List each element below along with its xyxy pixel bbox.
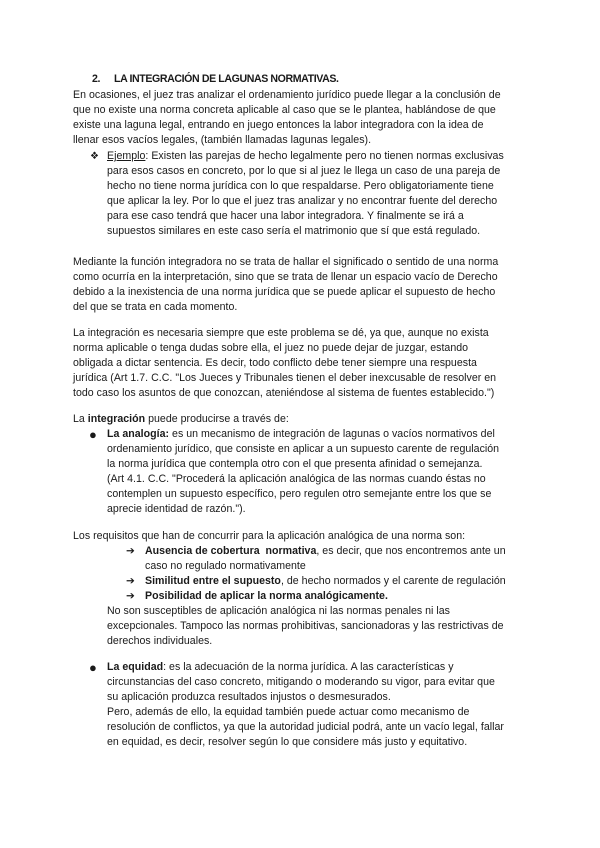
text-line: para ese caso tendrá que hacer una labor integradora. Y finalmente se irá a [107, 210, 464, 222]
text-line: su aplicación produzca resultados injustos o desmesurados. [107, 691, 391, 703]
text-line: Mediante la función integradora no se trata de hallar el significado o sentido de una norma [73, 256, 499, 268]
text-line: Pero, además de ello, la equidad también puede actuar como mecanismo de [107, 706, 470, 718]
integration-term: integración [87, 413, 146, 425]
text-span: , es decir, que nos encontremos ante un [316, 545, 506, 557]
section-number: 2. [92, 73, 101, 85]
text-line: contemplen un supuesto específico, pero regulen otro semejante entre los que se [107, 488, 492, 500]
arrow-icon: ➔ [126, 545, 135, 557]
text-line [145, 544, 506, 559]
text-line: para esos casos en concreto, por lo que si al juez le llega un caso de una pareja de [107, 165, 501, 177]
analogy-label: La analogía: [107, 428, 170, 440]
bullet-dot-icon: ● [89, 660, 97, 675]
arrow-icon: ➔ [126, 575, 135, 587]
text-line [107, 427, 495, 442]
text-line: en equidad, es decir, resolver según lo que considere más justo y equitativo. [107, 736, 468, 748]
text-line: del que se trata en cada momento. [73, 301, 238, 313]
text-line: llenar esos vacíos legales, (también llamadas lagunas legales). [73, 134, 372, 146]
text-line: caso no regulado normativamente [145, 560, 306, 572]
text-line: circunstancias del caso concreto, mitigando o moderando su vigor, para evitar que [107, 676, 495, 688]
text-line: que aplicar la ley. Por lo que el juez tras analizar y no encontrar fuente del derecho [107, 195, 498, 207]
integration-intro [73, 412, 289, 427]
text-span: puede producirse a través de: [145, 413, 289, 425]
bullet-dot-icon: ● [89, 427, 97, 442]
text-line: la norma jurídica que contempla otro con el que presenta afinidad o semejanza. [107, 458, 483, 470]
text-line: La integración es necesaria siempre que este problema se dé, ya que, aunque no exista [73, 327, 489, 339]
text-line [145, 574, 506, 589]
text-line: excepcionales. Tampoco las normas prohibitivas, sancionadoras y las restrictivas de [107, 620, 504, 632]
text-line: debido a la inexistencia de una norma jurídica que se puede aplicar el supuesto de hecho [73, 286, 496, 298]
text-span: La [73, 413, 88, 425]
text-line: que no existe una norma concreta aplicable al caso que se le plantea, hablándose de que [73, 104, 496, 116]
section-title: LA INTEGRACIÓN DE LAGUNAS NORMATIVAS. [114, 73, 339, 85]
text-line: (Art 4.1. C.C. "Procederá la aplicación analógica de las normas cuando éstas no [107, 473, 486, 485]
arrow-icon: ➔ [126, 590, 135, 602]
text-line: aprecie identidad de razón."). [107, 503, 246, 515]
text-line: derechos individuales. [107, 635, 213, 647]
text-line: hecho no tiene norma jurídica con lo que respaldarse. Pero obligatoriamente tiene [107, 180, 494, 192]
text-line: todo caso los asuntos de que conozcan, ateniéndose al sistema de fuentes establecido.") [73, 387, 495, 399]
diamond-bullet-icon: ❖ [90, 151, 99, 162]
text-line: En ocasiones, el juez tras analizar el ordenamiento jurídico puede llegar a la conclusión de [73, 89, 501, 101]
section-heading [92, 73, 339, 85]
text-line [107, 660, 454, 675]
text-line: No son susceptibles de aplicación analógica ni las normas penales ni las [107, 605, 450, 617]
equity-label: La equidad [107, 661, 164, 673]
text-span: : Existen las parejas de hecho legalmente pero no tienen normas exclusivas [145, 150, 504, 162]
example-label: Ejemplo [107, 150, 146, 162]
text-line: existe una laguna legal, entrando en juego entonces la labor integradora con la idea de [73, 119, 484, 131]
text-line: como ocurría en la interpretación, sino que se trata de llenar un espacio vacío de Derecho [73, 271, 498, 283]
text-line [107, 149, 504, 164]
text-line: jurídica (Art 1.7. C.C. "Los Jueces y Tribunales tienen el deber inexcusable de resolver en [73, 372, 497, 384]
requirements-intro: Los requisitos que han de concurrir para la aplicación analógica de una norma son: [73, 530, 466, 542]
requirement-title: Posibilidad de aplicar la norma analógicamente. [145, 590, 388, 602]
text-span: , de hecho normados y el carente de regulación [280, 575, 506, 587]
requirement-title: Ausencia de cobertura normativa [145, 545, 317, 557]
text-span: : es la adecuación de la norma jurídica. A las características y [163, 661, 454, 673]
text-span: es un mecanismo de integración de lagunas o vacíos normativos del [169, 428, 495, 440]
text-line: supuestos similares en este caso sería el matrimonio que sí que está regulado. [107, 225, 481, 237]
text-line: obligada a dictar sentencia. Es decir, todo conflicto debe tener siempre una respuesta [73, 357, 477, 369]
requirement-title: Similitud entre el supuesto [145, 575, 281, 587]
text-line: norma aplicable o tenga dudas sobre ella, el juez no puede dejar de juzgar, estando [73, 342, 469, 354]
text-line: resolución de conflictos, ya que la autoridad judicial podrá, ante un vacío legal, fallar [107, 721, 504, 733]
text-line: ordenamiento jurídico, que consiste en aplicar a un supuesto carente de regulación [107, 443, 500, 455]
